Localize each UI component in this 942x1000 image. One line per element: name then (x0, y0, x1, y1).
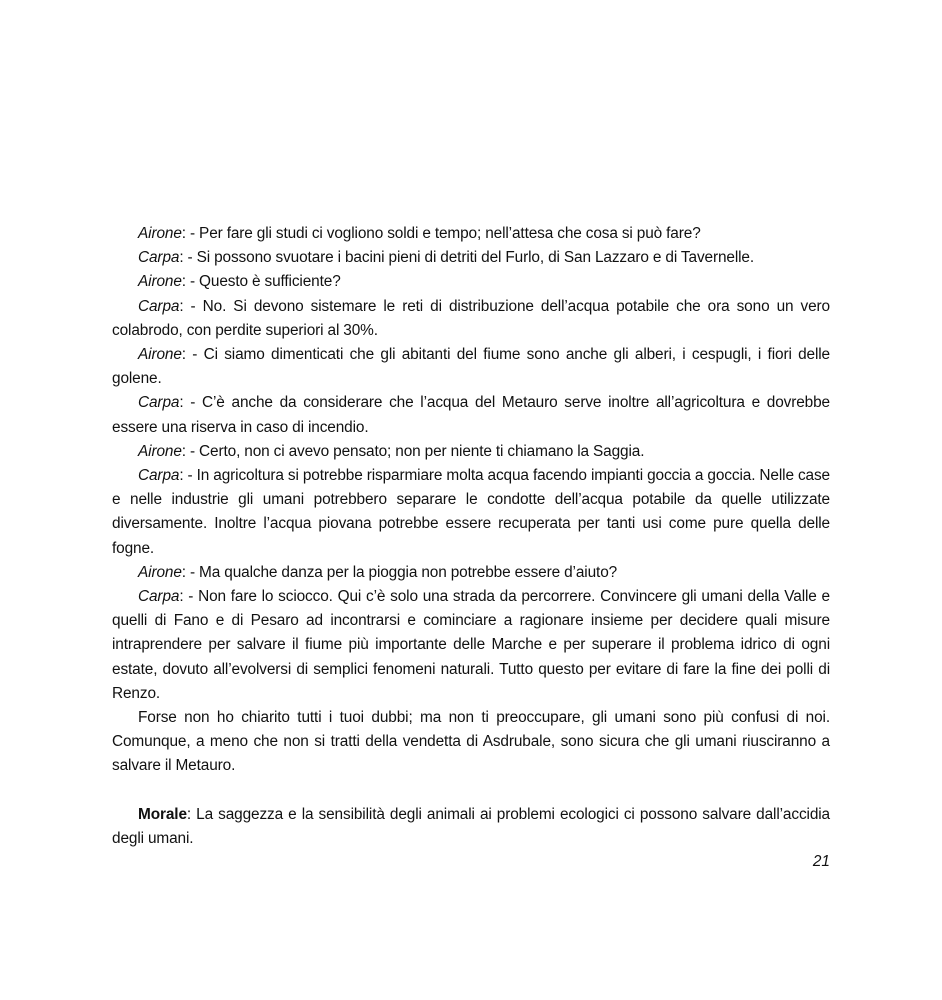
dialogue-text: : - Non fare lo sciocco. Qui c’è solo una strada da percorrere. Convincere gli umani della Valle e quelli di Fano e di Pesaro ad incontrarsi e cominciare a ragionare insieme per decidere quali misure intraprendere per salvare il fiume più importante delle Marche e per superare il problema idrico di ogni estate, dovuto all’evolversi di semplici fenomeni naturali. Tutto questo per evitare di fare la fine dei polli di Renzo. (112, 588, 830, 702)
speaker-name: Carpa (138, 249, 180, 267)
dialogue-text: : - Ci siamo dimenticati che gli abitanti del fiume sono anche gli alberi, i cespugli, i fiori delle golene. (112, 346, 830, 388)
dialogue-text: : - In agricoltura si potrebbe risparmiare molta acqua facendo impianti goccia a goccia. Nelle case e nelle industrie gli umani potrebbero separare le condotte dell’acqua potabile da quelle utilizzate diversamente. Inoltre l’acqua piovana potrebbe essere recuperata per tanti usi come pure quella delle fogne. (112, 467, 830, 557)
speaker-name: Airone (138, 563, 182, 581)
morale-text: : La saggezza e la sensibilità degli animali ai problemi ecologici ci possono salvare dall’accidia degli umani. (112, 805, 830, 848)
speaker-name: Carpa (138, 394, 180, 412)
speaker-name: Airone (138, 273, 182, 291)
dialogue-text: : - Ma qualche danza per la pioggia non potrebbe essere d’aiuto? (181, 563, 618, 581)
dialogue-text: : - Certo, non ci avevo pensato; non per niente ti chiamano la Saggia. (181, 442, 645, 460)
page-number: 21 (812, 853, 830, 870)
dialogue-paragraph (112, 561, 830, 585)
dialogue-paragraph (112, 343, 830, 391)
speaker-name: Airone (138, 225, 182, 242)
dialogue-text: : - C’è anche da considerare che l’acqua del Metauro serve inoltre all’agricoltura e dovrebbe essere una riserva in caso di incendio. (112, 394, 830, 436)
dialogue-paragraph (112, 585, 830, 706)
dialogue-text: : - Si possono svuotare i bacini pieni di detriti del Furlo, di San Lazzaro e di Tavernelle. (179, 249, 755, 267)
morale-paragraph (112, 803, 830, 851)
speaker-name: Carpa (138, 297, 180, 315)
narration-paragraph (112, 706, 830, 779)
dialogue-paragraph (112, 440, 830, 464)
dialogue-paragraph (112, 246, 830, 270)
speaker-name: Airone (138, 346, 182, 364)
dialogue-text: : - No. Si devono sistemare le reti di distribuzione dell’acqua potabile che ora sono un vero colabrodo, con perdite superiori al 30%. (112, 297, 830, 339)
speaker-name: Airone (138, 442, 182, 460)
page-text-block (112, 222, 830, 851)
narration-text: Forse non ho chiarito tutti i tuoi dubbi; ma non ti preoccupare, gli umani sono più confusi di noi. Comunque, a meno che non si tratti della vendetta di Asdrubale, sono sicura che gli umani riusciranno a salvare il Metauro. (112, 709, 830, 775)
dialogue-paragraph (112, 295, 830, 343)
dialogue-text: : - Questo è sufficiente? (181, 273, 341, 291)
dialogue-paragraph (112, 222, 830, 246)
dialogue-paragraph (112, 464, 830, 561)
dialogue-text: : - Per fare gli studi ci vogliono soldi e tempo; nell’attesa che cosa si può fare? (181, 225, 701, 242)
dialogue-paragraph (112, 270, 830, 294)
speaker-name: Carpa (138, 588, 180, 606)
dialogue-paragraph (112, 391, 830, 439)
speaker-name: Carpa (138, 467, 180, 485)
morale-label: Morale (138, 805, 187, 823)
